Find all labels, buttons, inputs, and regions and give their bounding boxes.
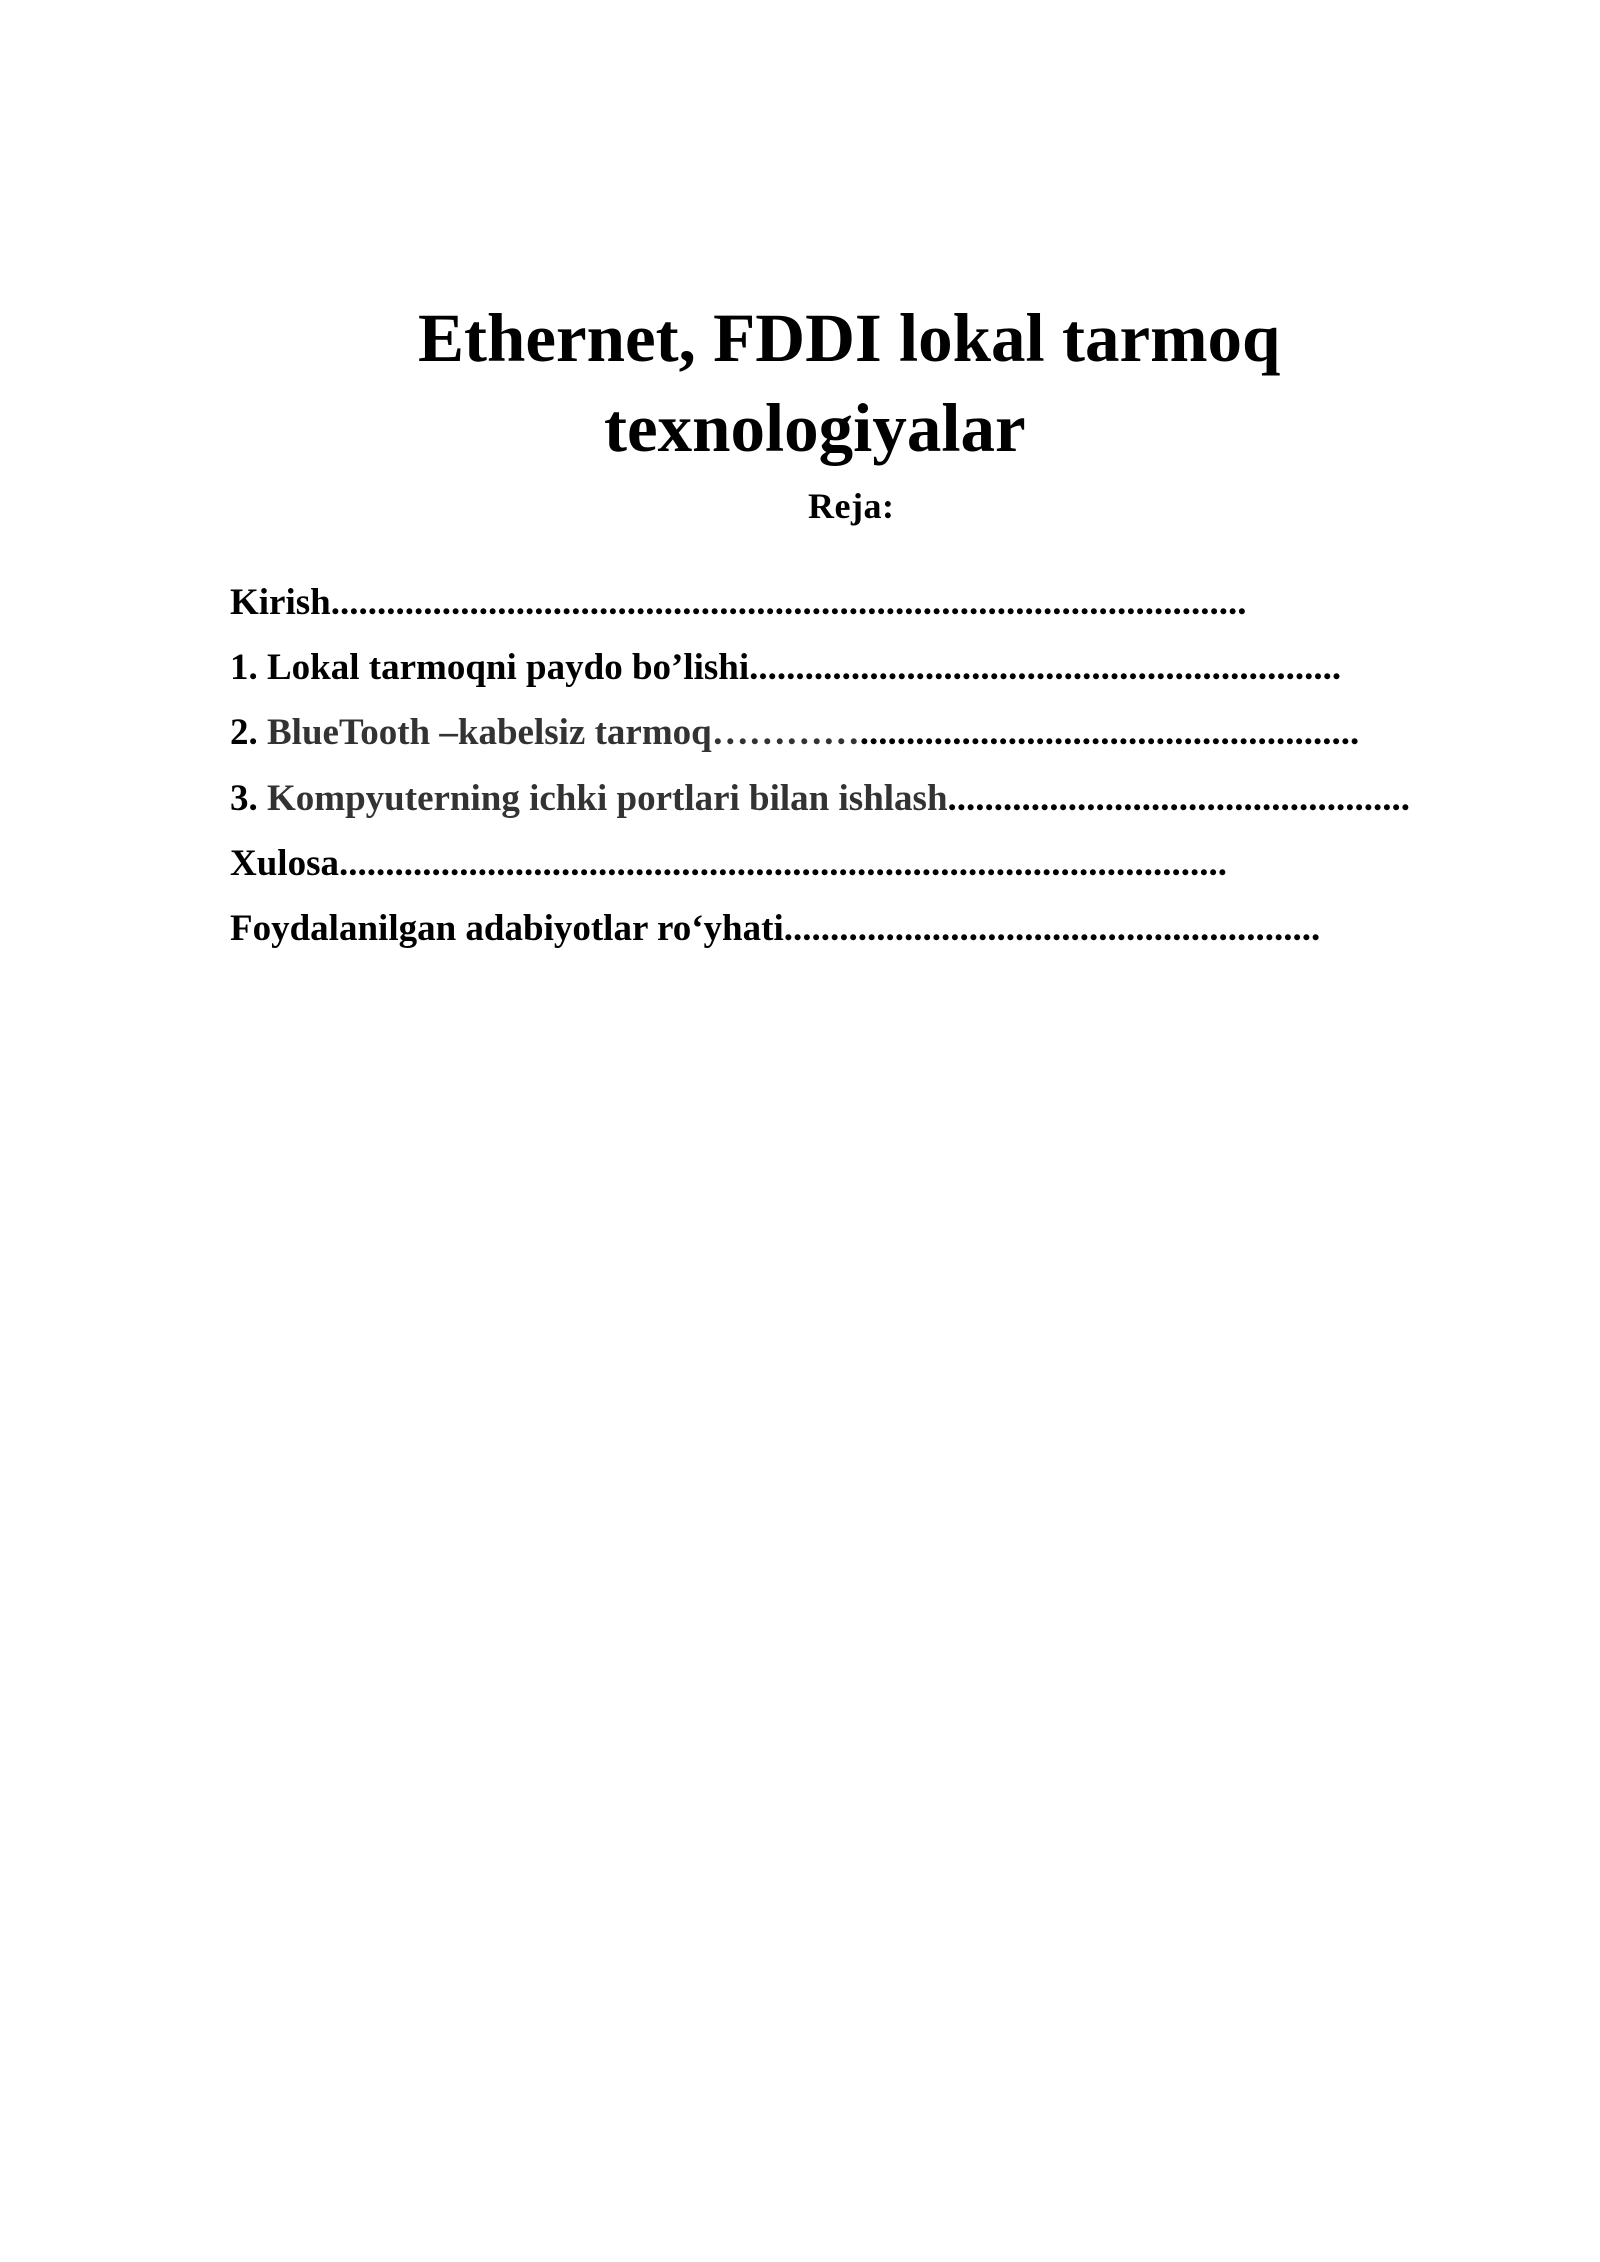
toc-entry-leader: ...................................................................................................: [330, 582, 1247, 623]
toc-entry-label: Kompyuterning ichki portlari bilan ishlash: [267, 778, 948, 819]
toc-entry-number: 2.: [230, 712, 267, 753]
toc-entry-label: Kirish: [230, 582, 331, 623]
toc-entry-number: 1.: [230, 647, 267, 688]
toc-entry-leader: ......................................................: [859, 712, 1360, 753]
document-title-line-2: texnologiyalar: [604, 390, 1026, 466]
toc-entry-leader: ................................................................................................: [338, 843, 1227, 884]
toc-entry-references: [230, 906, 1320, 952]
toc-entry-introduction: [230, 580, 1247, 626]
toc-entry-label: Xulosa: [230, 843, 339, 884]
plan-heading: Reja:: [808, 486, 895, 526]
toc-entry-section-2: [230, 710, 1359, 756]
toc-entry-conclusion: [230, 841, 1227, 887]
toc-entry-section-3: [230, 776, 1410, 822]
toc-entry-label: BlueTooth –kabelsiz tarmoq: [267, 712, 712, 753]
toc-entry-label: Foydalanilgan adabiyotlar ro‘yhati: [230, 908, 784, 949]
toc-entry-leader-ellipsis: …………: [711, 712, 860, 753]
toc-entry-leader: ..................................................: [947, 778, 1411, 819]
toc-entry-leader: ..........................................................: [783, 908, 1321, 949]
toc-entry-number: 3.: [230, 778, 267, 819]
toc-entry-section-1: [230, 645, 1341, 691]
toc-entry-leader: ................................................................: [749, 647, 1342, 688]
toc-entry-label: Lokal tarmoqni paydo bo’lishi: [267, 647, 750, 688]
document-title-line-1: Ethernet, FDDI lokal tarmoq: [418, 300, 1281, 376]
